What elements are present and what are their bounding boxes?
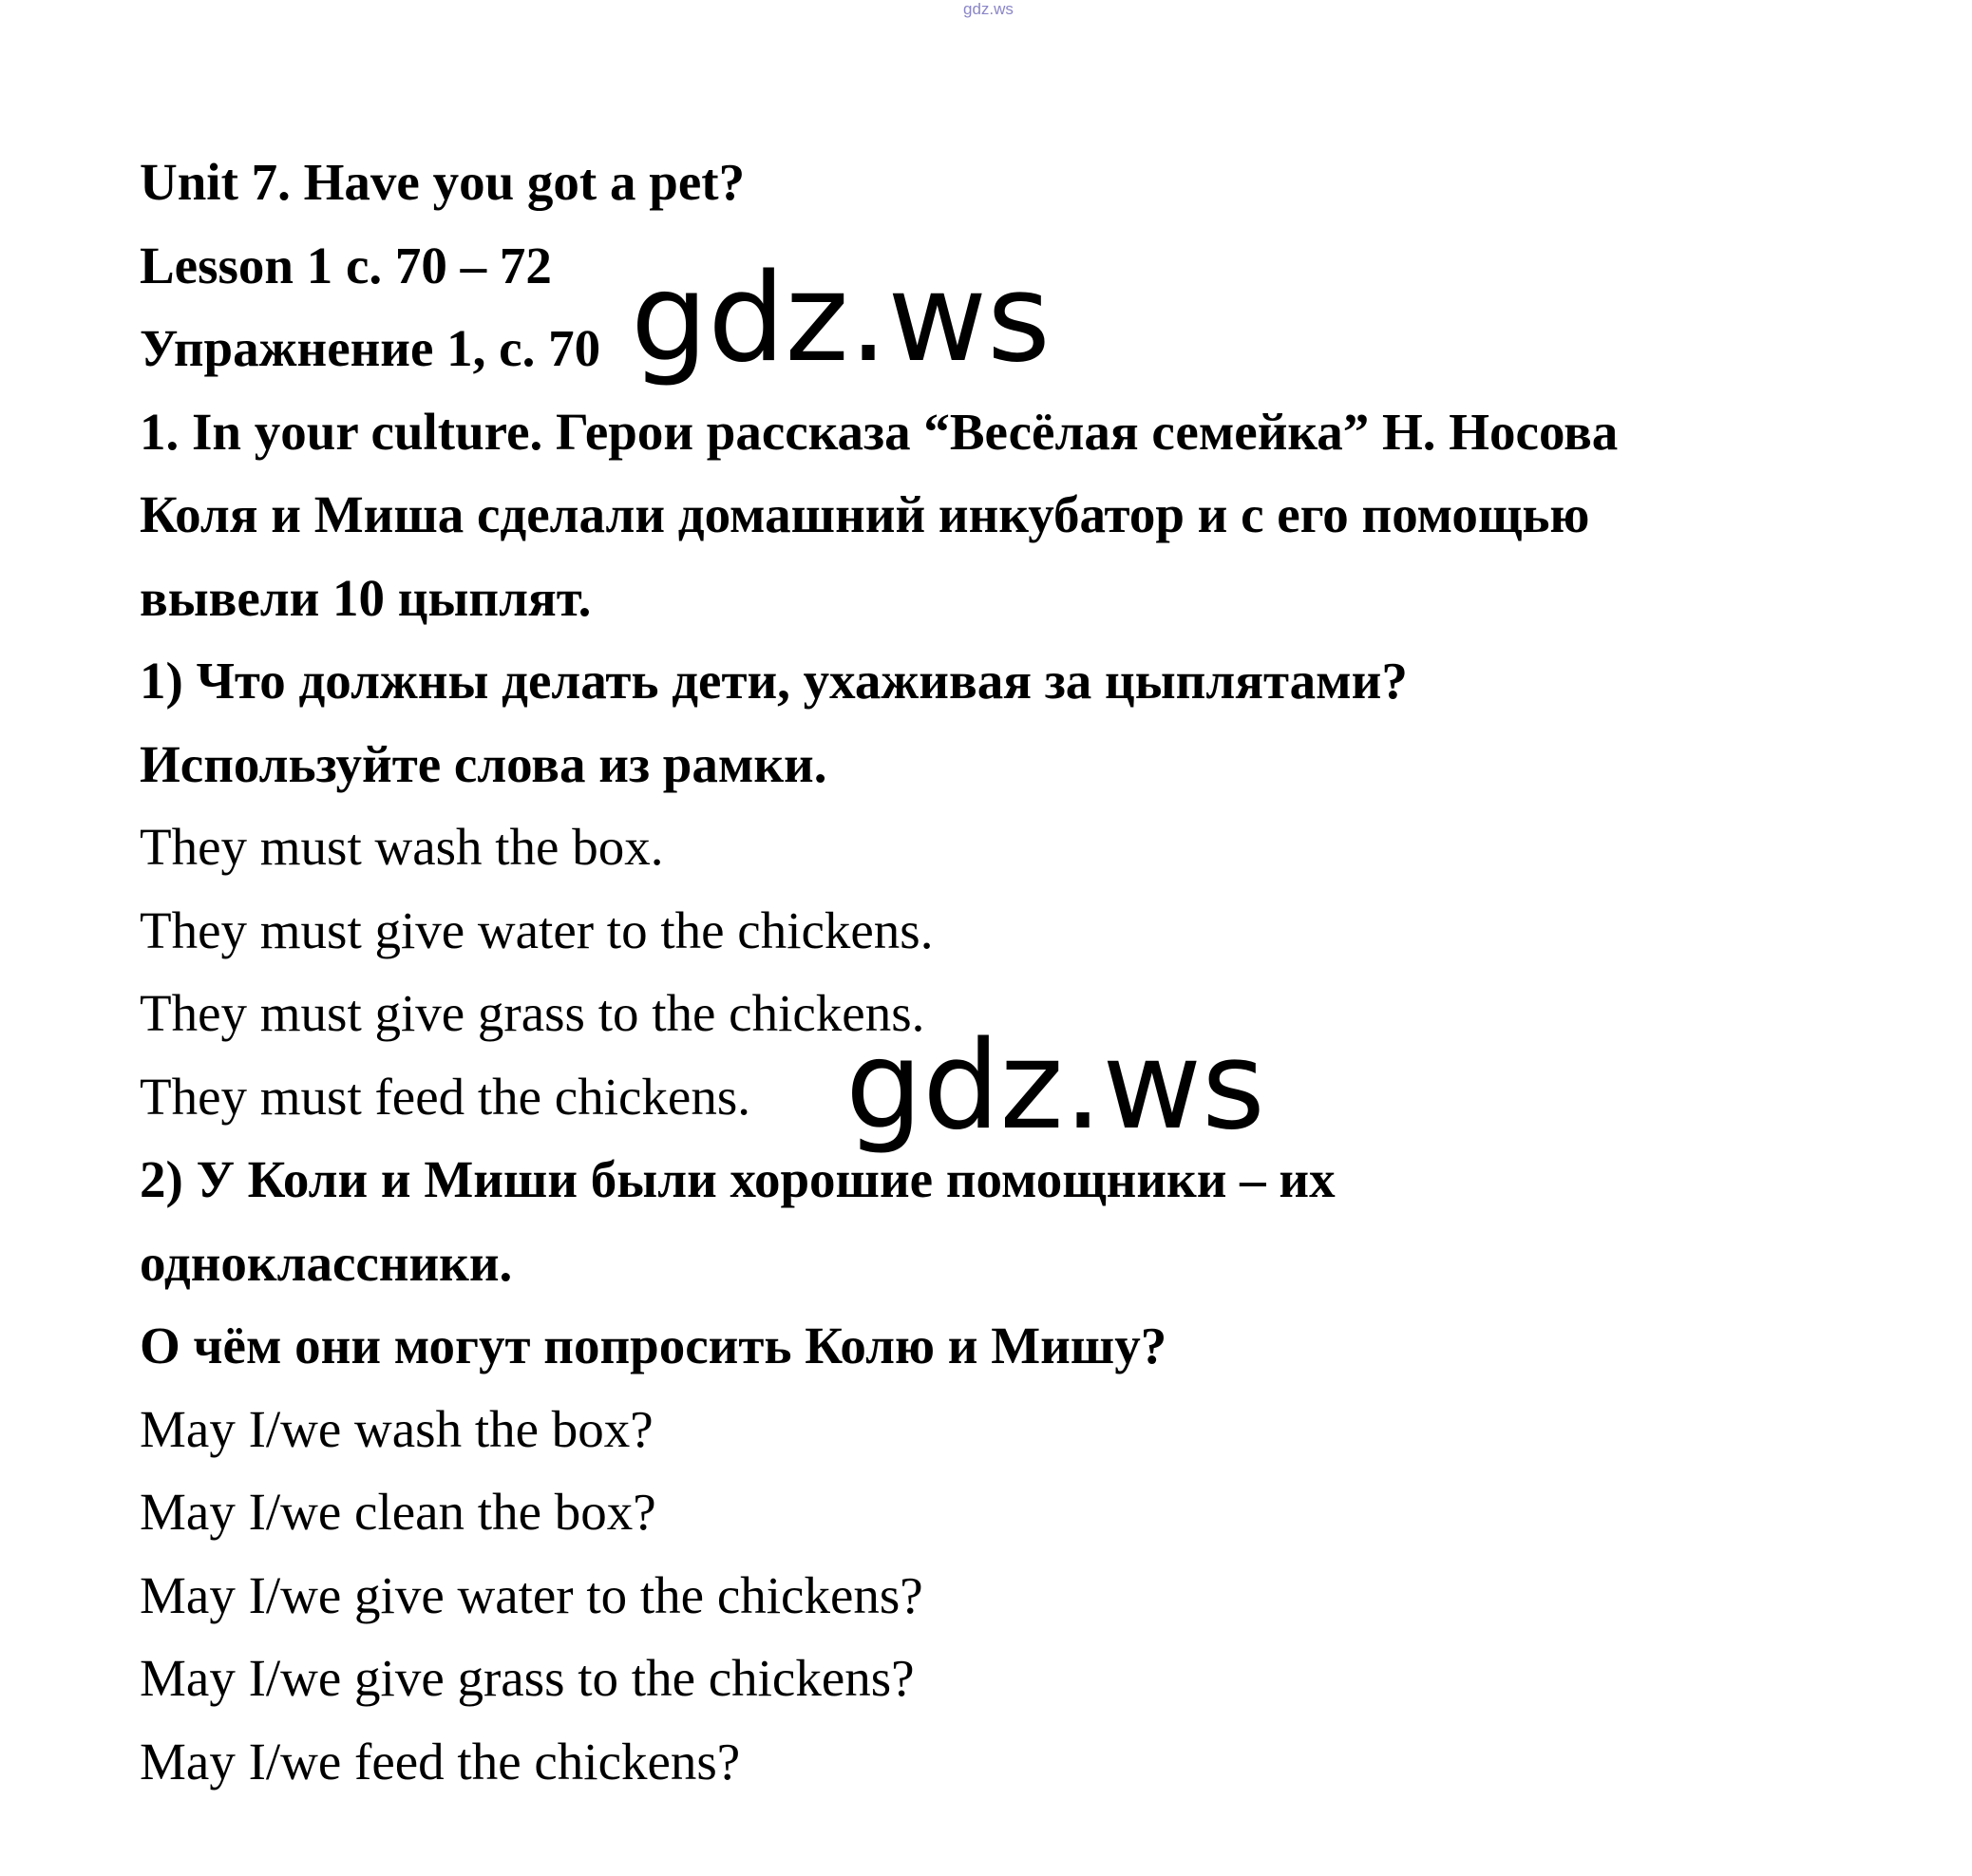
top-watermark-text: gdz.ws [963,0,1014,18]
task-text-line: 1. In your culture. Герои рассказа “Весёлая семейка” Н. Носова [140,402,1619,461]
question-line: 2) У Коли и Миши были хорошие помощники – их [140,1150,1336,1208]
question-line: 1) Что должны делать дети, ухаживая за цыплятами? [140,652,1408,710]
answer-line: They must feed the chickens. [140,1067,750,1126]
answer-line: May I/we wash the box? [140,1399,654,1458]
answer-line: May I/we feed the chickens? [140,1732,741,1791]
lesson-heading: Lesson 1 с. 70 – 72 [140,236,552,294]
watermark-logo: gdz.ws [845,1015,1265,1157]
question-line: О чём они могут попросить Колю и Мишу? [140,1317,1167,1374]
answer-line: They must give grass to the chickens. [140,984,925,1042]
document-body [140,141,1925,1803]
question-line: одноклассники. [140,1233,513,1292]
answer-line: They must wash the box. [140,818,664,876]
answer-line: May I/we clean the box? [140,1483,656,1541]
answer-line: They must give water to the chickens. [140,900,934,959]
question-line: Используйте слова из рамки. [140,734,827,793]
exercise-heading: Упражнение 1, с. 70 [140,319,601,377]
task-text-line: вывели 10 цыплят. [140,568,592,627]
task-text-line: Коля и Миша сделали домашний инкубатор и с его помощью [140,485,1590,543]
unit-title: Unit 7. Have you got a pet? [140,153,746,211]
watermark-logo: gdz.ws [631,248,1051,389]
answer-line: May I/we give grass to the chickens? [140,1649,915,1707]
answer-line: May I/we give water to the chickens? [140,1565,923,1624]
